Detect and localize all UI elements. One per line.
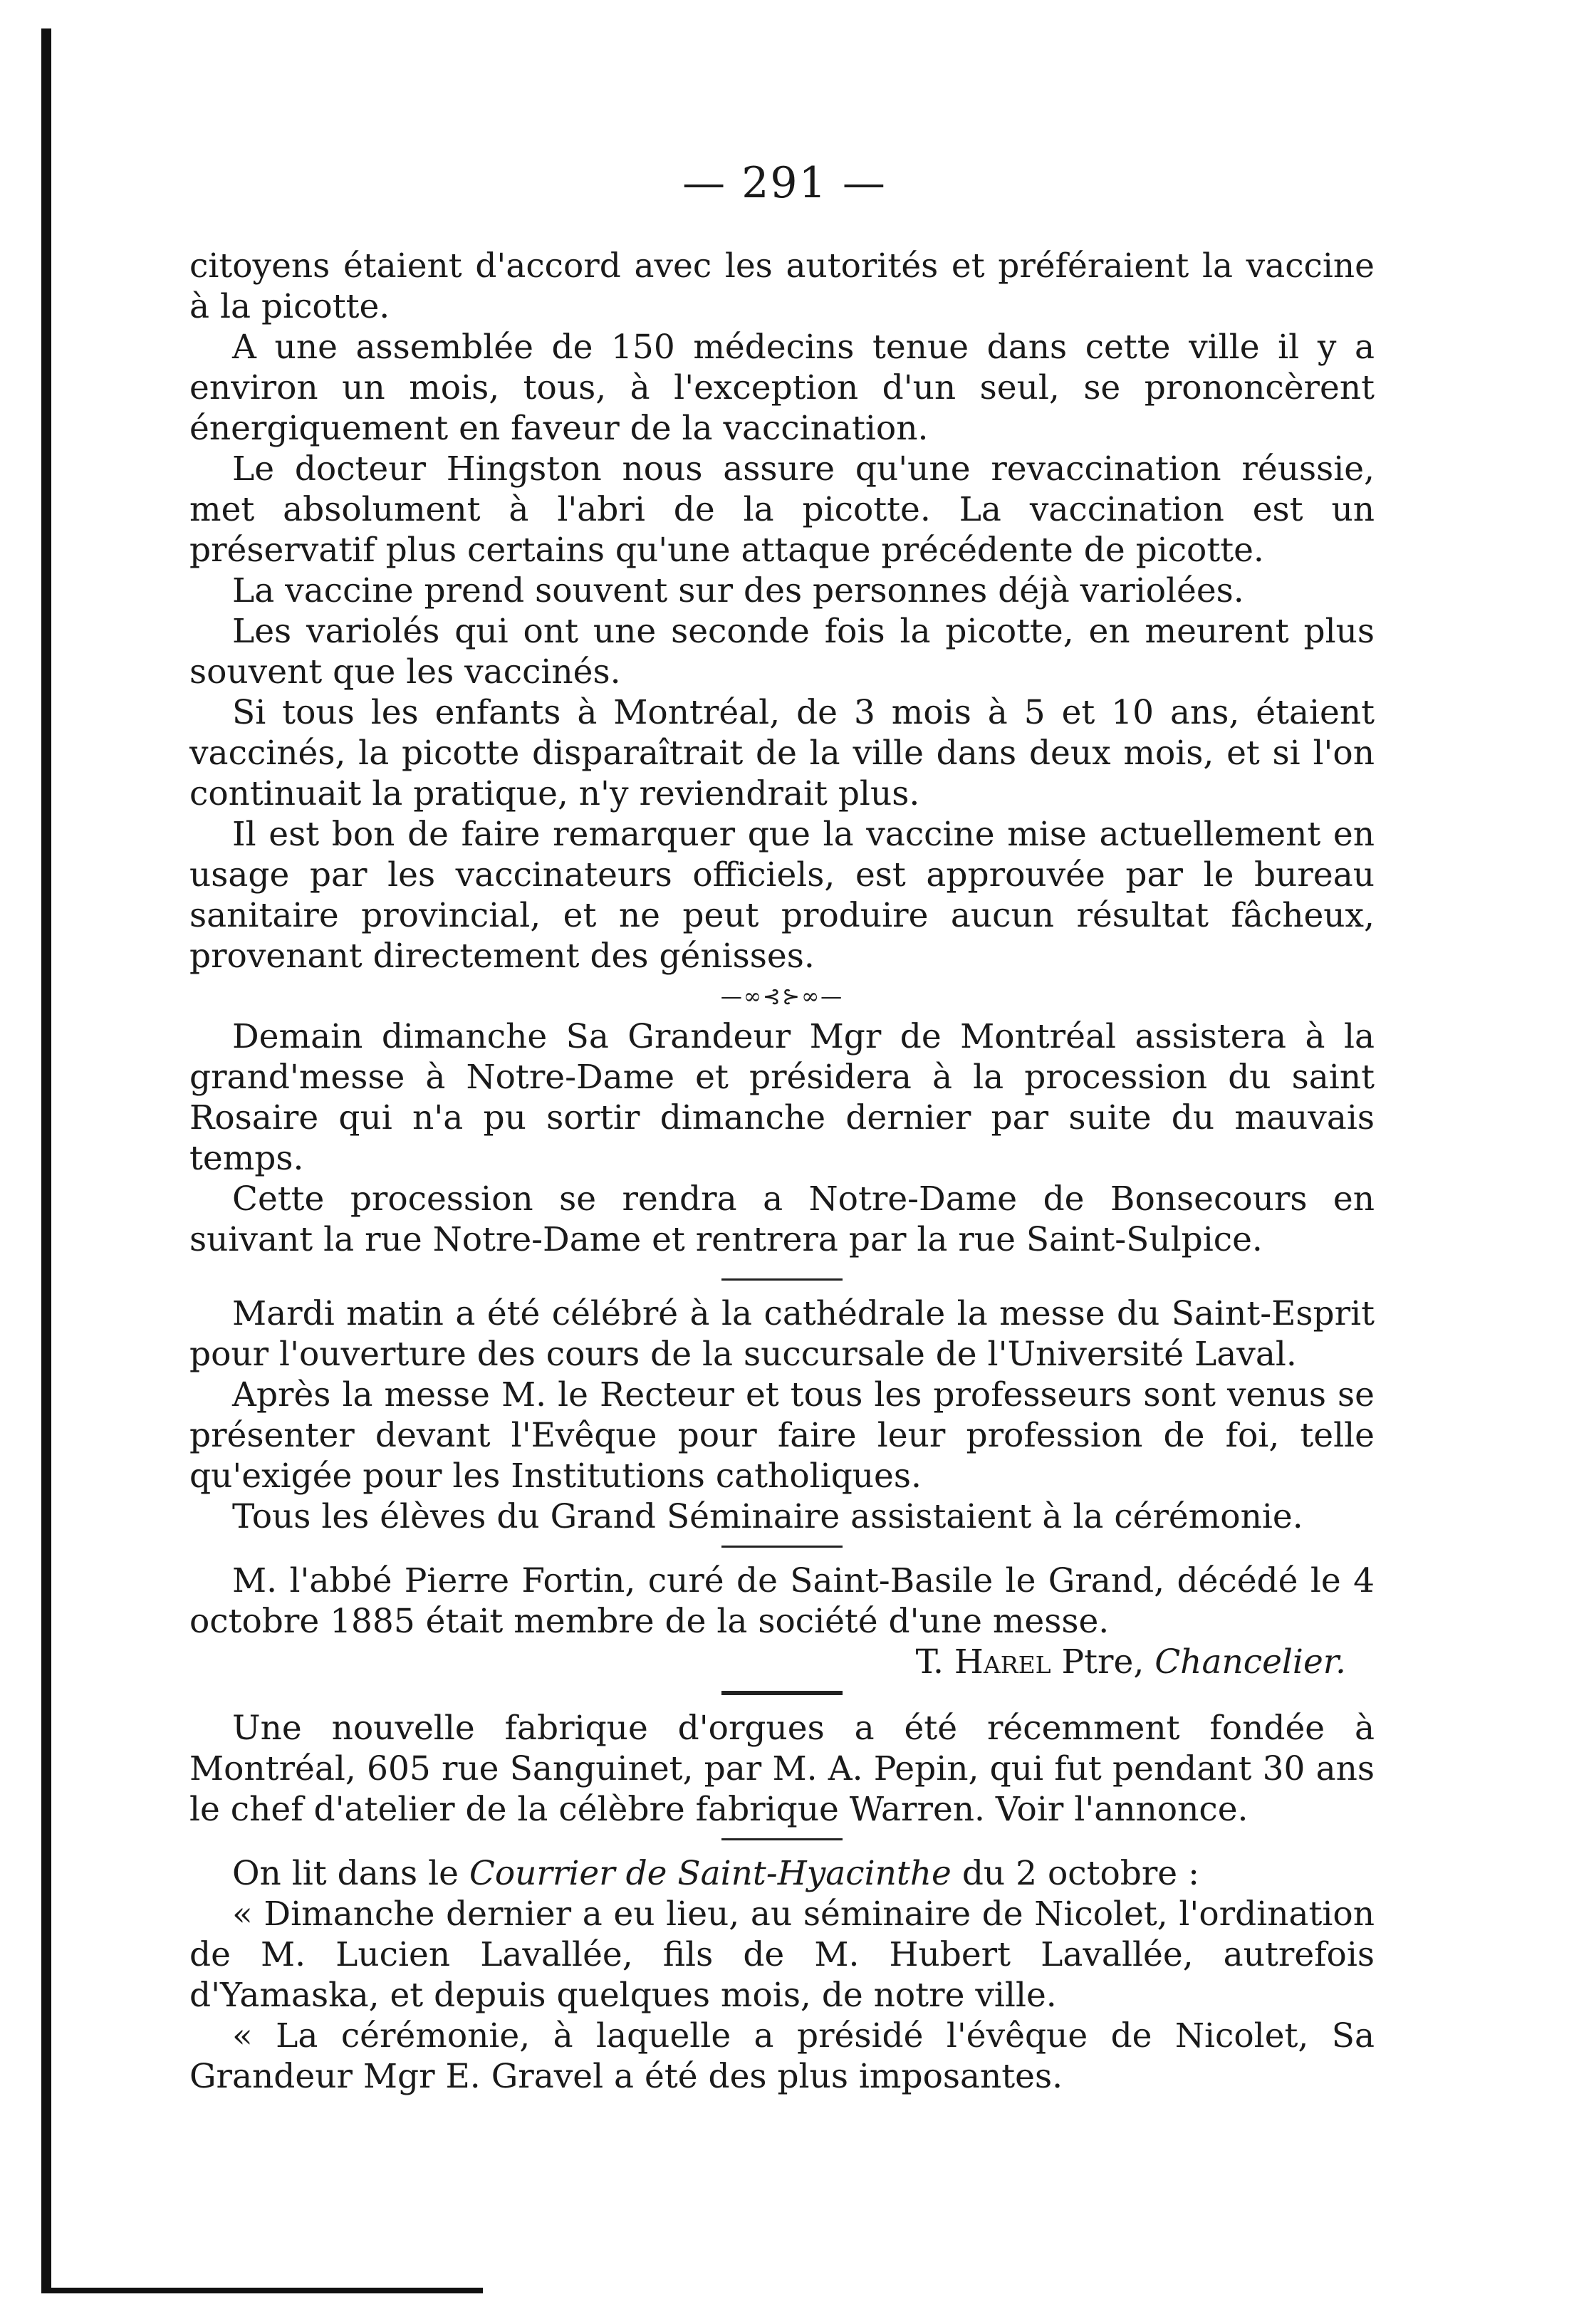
paragraph: A une assemblée de 150 médecins tenue dans cette ville il y a environ un mois, tous, à l'exception d'un seul, se prononcèrent énergiquement en faveur de la vaccination. [189,328,1375,448]
divider-rule [721,1691,843,1695]
section-vaccination [189,246,1375,976]
paragraph: Mardi matin a été célébré à la cathédrale la messe du Saint-Esprit pour l'ouverture des cours de la succursale de l'Université Laval. [189,1294,1375,1374]
paragraph: Tous les élèves du Grand Séminaire assistaient à la cérémonie. [232,1497,1303,1536]
journal-title: Courrier de Saint-Hyacinthe [469,1854,952,1893]
signature: T. Harel Ptre, Chancelier. [915,1642,1346,1682]
article-body [189,246,1375,2097]
section-procession [189,1016,1375,1260]
paragraph: M. l'abbé Pierre Fortin, curé de Saint-Basile le Grand, décédé le 4 octobre 1885 était membre de la société d'une messe. [189,1561,1375,1641]
scan-edge-shadow [41,28,51,2293]
section-ordination [189,1853,1375,2097]
quote-paragraph: « Dimanche dernier a eu lieu, au séminaire de Nicolet, l'ordination de M. Lucien Lavallée, fils de M. Hubert Lavallée, autrefois d'Yamaska, et depuis quelques mois, de notre ville. [189,1895,1375,2015]
quote-paragraph: « La cérémonie, à laquelle a présidé l'évêque de Nicolet, Sa Grandeur Mgr E. Gravel a été des plus imposantes. [189,2016,1375,2096]
scan-bottom-shadow [41,2288,483,2293]
page-number: — 291 — [682,158,887,208]
paragraph: citoyens étaient d'accord avec les autorités et préféraient la vaccine à la picotte. [189,246,1375,326]
paragraph: Les variolés qui ont une seconde fois la picotte, en meurent plus souvent que les vaccinés. [189,612,1375,692]
section-organ-factory [189,1708,1375,1830]
ornament-divider: —∞⊰⊱∞— [720,984,844,1009]
section-obituary [189,1560,1375,1682]
paragraph-intro: On lit dans le Courrier de Saint-Hyacinthe du 2 octobre : [232,1854,1199,1893]
paragraph: Le docteur Hingston nous assure qu'une revaccination réussie, met absolument à l'abri de la picotte. La vaccination est un préservatif plus certains qu'une attaque précédente de picotte. [189,449,1375,570]
paragraph: Demain dimanche Sa Grandeur Mgr de Montréal assistera à la grand'messe à Notre-Dame et présidera à la procession du saint Rosaire qui n'a pu sortir dimanche dernier par suite du mauvais temps. [189,1017,1375,1178]
divider-rule [721,1838,843,1840]
signature-role: Chancelier. [1154,1642,1346,1682]
divider-rule [721,1278,843,1281]
paragraph: Si tous les enfants à Montréal, de 3 mois à 5 et 10 ans, étaient vaccinés, la picotte disparaîtrait de la ville dans deux mois, et si l'on continuait la pratique, n'y reviendrait plus. [189,693,1375,813]
paragraph: Cette procession se rendra a Notre-Dame de Bonsecours en suivant la rue Notre-Dame et rentrera par la rue Saint-Sulpice. [189,1179,1375,1259]
section-university [189,1293,1375,1537]
paragraph: Une nouvelle fabrique d'orgues a été récemment fondée à Montréal, 605 rue Sanguinet, par M. A. Pepin, qui fut pendant 30 ans le chef d'atelier de la célèbre fabrique Warren. Voir l'annonce. [189,1709,1375,1829]
paragraph: La vaccine prend souvent sur des personnes déjà variolées. [232,571,1244,610]
divider-rule [721,1546,843,1548]
signature-name: Harel [954,1642,1051,1682]
paragraph: Il est bon de faire remarquer que la vaccine mise actuellement en usage par les vaccinateurs officiels, est approuvée par le bureau sanitaire provincial, et ne peut produire aucun résultat fâcheux, provenant directement des génisses. [189,815,1375,976]
paragraph: Après la messe M. le Recteur et tous les professeurs sont venus se présenter devant l'Evêque pour faire leur profession de foi, telle qu'exigée pour les Institutions catholiques. [189,1375,1375,1496]
